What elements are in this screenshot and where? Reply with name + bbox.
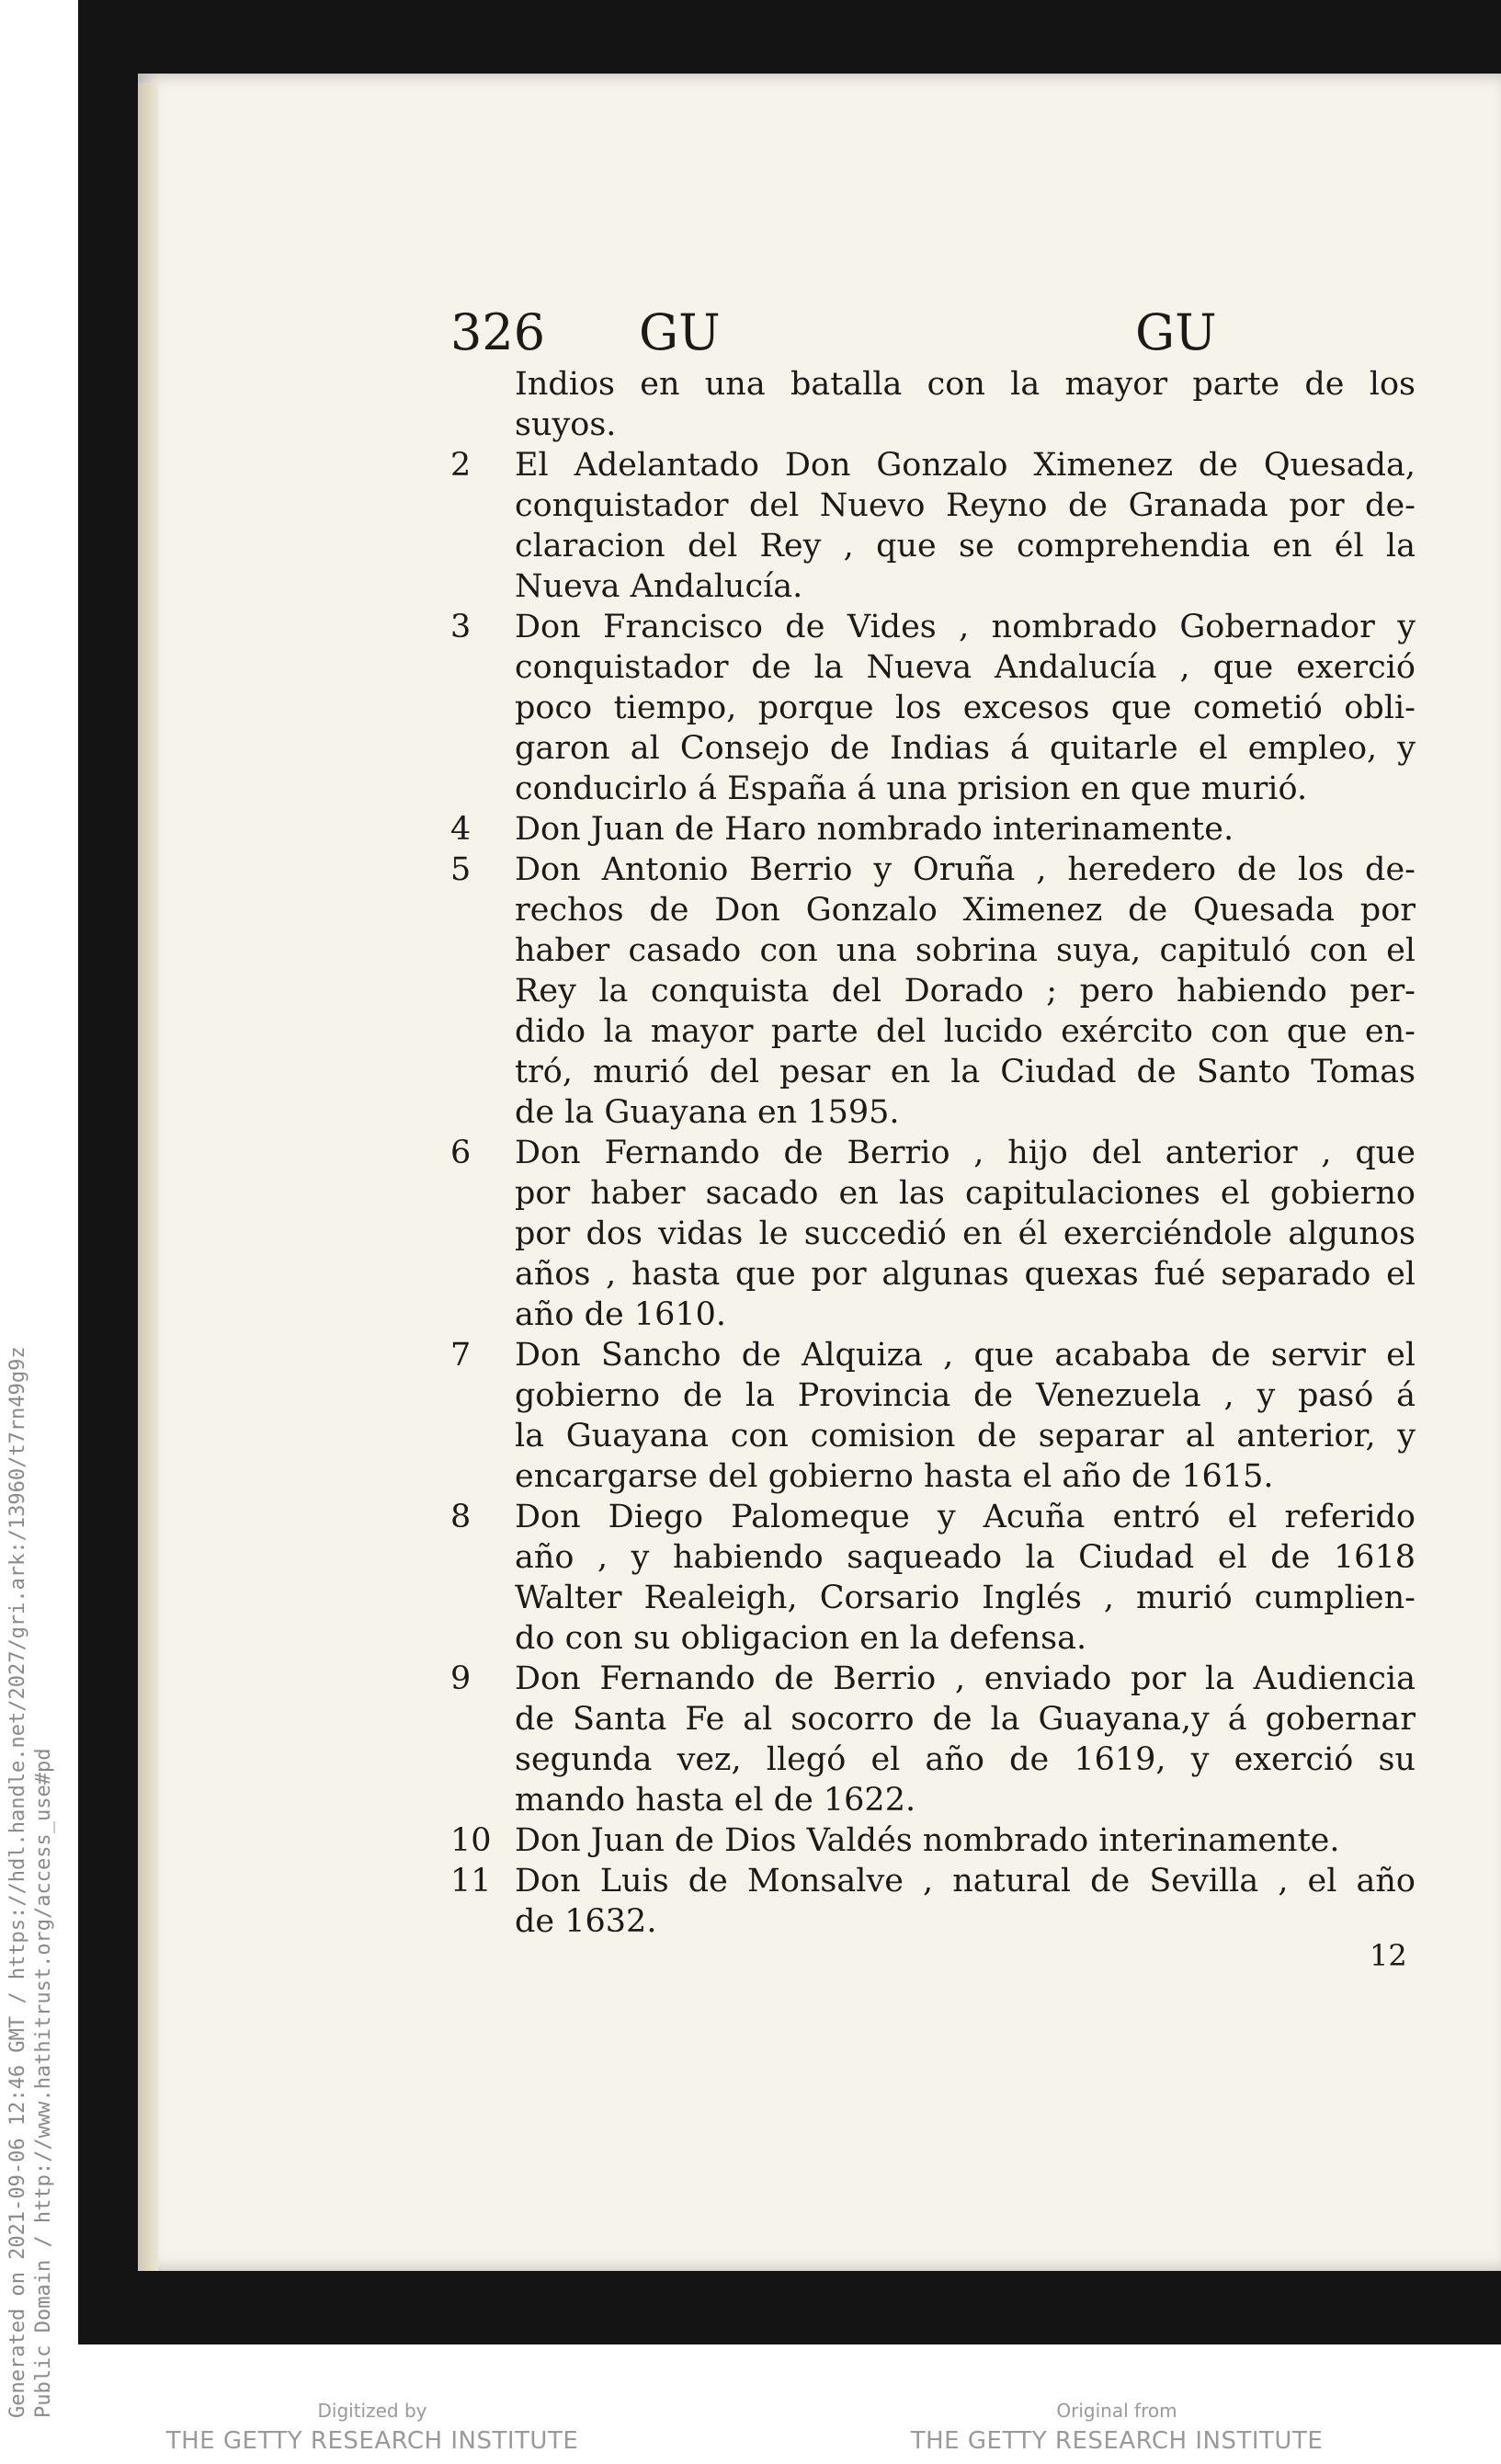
text-line [450,526,1416,566]
text-line [450,728,1416,769]
text-line [450,1780,1416,1820]
text-line [450,1861,1416,1901]
text-line [450,1133,1416,1173]
generation-stamp [6,1346,57,2418]
footer-right-institution: THE GETTY RESEARCH INSTITUTE [910,2427,1324,2455]
footer-left-institution: THE GETTY RESEARCH INSTITUTE [165,2427,579,2455]
entry-number: 9 [450,1660,472,1697]
text-block [450,364,1416,1942]
line-text: conquistador del Nuevo Reyno de Granada por de- [515,487,1416,524]
entry-number: 7 [450,1337,472,1374]
line-text: año de 1610. [515,1296,727,1333]
line-text: Rey la conquista del Dorado ; pero habiendo per- [515,973,1416,1010]
running-head-left: GU [639,303,721,361]
entry-number: 4 [450,811,472,848]
text-line [450,1901,1416,1942]
entry-number: 10 [450,1822,492,1859]
footer-left-caption: Digitized by [317,2400,427,2422]
text-line [450,930,1416,971]
line-text: claracion del Rey , que se comprehendia en él la [515,528,1416,565]
line-text: la Guayana con comision de separar al anterior, y [515,1418,1416,1454]
text-line [450,809,1416,850]
text-line [450,688,1416,728]
entry-number: 5 [450,851,472,888]
text-line [450,445,1416,485]
text-line [450,971,1416,1011]
text-line [450,1335,1416,1375]
text-line [450,1537,1416,1578]
line-text: de la Guayana en 1595. [515,1094,900,1131]
line-text: encargarse del gobierno hasta el año de 1615. [515,1458,1274,1495]
line-text: por haber sacado en las capitulaciones el gobierno [515,1175,1416,1212]
stamp-line-2: Public Domain / http://www.hathitrust.org/access_use#pd [32,1748,55,2418]
line-text: Don Antonio Berrio y Oruña , heredero de los de- [515,851,1416,888]
line-text: conquistador de la Nueva Andalucía , que exerció [515,649,1416,686]
line-text: gobierno de la Provincia de Venezuela , y pasó á [515,1377,1416,1414]
running-head-right: GU [1135,303,1217,361]
text-line [450,485,1416,526]
text-line [450,1497,1416,1537]
line-text: suyos. [515,406,617,443]
line-text: por dos vidas le succedió en él exerciéndole algunos [515,1215,1416,1252]
line-text: mando hasta el de 1622. [515,1782,916,1819]
text-line [450,405,1416,445]
line-text: Don Fernando de Berrio , enviado por la Audiencia [515,1660,1416,1697]
text-line [450,607,1416,647]
text-line [450,1740,1416,1780]
line-text: Don Diego Palomeque y Acuña entró el referido [515,1499,1416,1535]
entry-number: 2 [450,447,472,484]
text-line [450,566,1416,607]
line-text: tró, murió del pesar en la Ciudad de Santo Tomas [515,1054,1416,1090]
line-text: Don Sancho de Alquiza , que acababa de servir el [515,1337,1416,1374]
line-text: Walter Realeigh, Corsario Inglés , murió cumplien- [515,1580,1416,1616]
text-line [450,364,1416,405]
text-line [450,1214,1416,1254]
line-text: Don Luis de Monsalve , natural de Sevilla , el año [515,1863,1416,1899]
line-text: haber casado con una sobrina suya, capituló con el [515,932,1416,969]
text-line [450,1295,1416,1335]
text-line [450,647,1416,688]
line-text: de Santa Fe al socorro de la Guayana,y á gobernar [515,1701,1416,1738]
line-text: dido la mayor parte del lucido exército con que en- [515,1013,1416,1050]
entry-number: 8 [450,1499,472,1535]
text-line [450,1456,1416,1497]
text-line [450,850,1416,890]
line-text: poco tiempo, porque los excesos que cometió obli- [515,690,1416,726]
text-line [450,1011,1416,1052]
line-text: Nueva Andalucía. [515,568,803,605]
entry-number: 11 [450,1863,492,1899]
line-text: garon al Consejo de Indias á quitarle el empleo, y [515,730,1416,767]
text-line [450,1578,1416,1618]
line-text: segunda vez, llegó el año de 1619, y exerció su [515,1741,1416,1778]
stamp-line-1: Generated on 2021-09-06 12:46 GMT / https://hdl.handle.net/2027/gri.ark:/13960/t7rn49g9z [6,1346,29,2418]
text-line [450,1092,1416,1133]
text-line [450,1173,1416,1214]
line-text: Don Juan de Dios Valdés nombrado interinamente. [515,1822,1340,1859]
line-text: El Adelantado Don Gonzalo Ximenez de Quesada, [515,447,1416,484]
text-line [450,1618,1416,1659]
line-text: conducirlo á España á una prision en que murió. [515,770,1308,807]
text-line [450,1659,1416,1699]
text-line [450,1254,1416,1295]
entry-number: 6 [450,1135,472,1171]
text-line [450,1416,1416,1456]
line-text: de 1632. [515,1903,657,1940]
catchword: 12 [1370,1938,1407,1973]
line-text: Don Francisco de Vides , nombrado Gobernador y [515,609,1416,645]
text-line [450,1699,1416,1740]
page-edge [138,83,158,2271]
line-text: año , y habiendo saqueado la Ciudad el de 1618 [515,1539,1416,1576]
line-text: Don Juan de Haro nombrado interinamente. [515,811,1234,848]
line-text: Don Fernando de Berrio , hijo del anterior , que [515,1135,1416,1171]
line-text: do con su obligacion en la defensa. [515,1620,1087,1657]
line-text: Indios en una batalla con la mayor parte de los [515,366,1416,403]
footer-digitized-by [97,2400,648,2455]
line-text: años , hasta que por algunas quexas fué separado el [515,1256,1416,1293]
text-line [450,769,1416,809]
line-text: rechos de Don Gonzalo Ximenez de Quesada por [515,892,1416,929]
entry-number: 3 [450,609,472,645]
text-line [450,1820,1416,1861]
running-head [450,303,1411,368]
page-number: 326 [450,303,546,361]
text-line [450,890,1416,930]
footer-right-caption: Original from [1056,2400,1177,2422]
text-line [450,1052,1416,1092]
text-line [450,1375,1416,1416]
footer-original-from [841,2400,1393,2455]
